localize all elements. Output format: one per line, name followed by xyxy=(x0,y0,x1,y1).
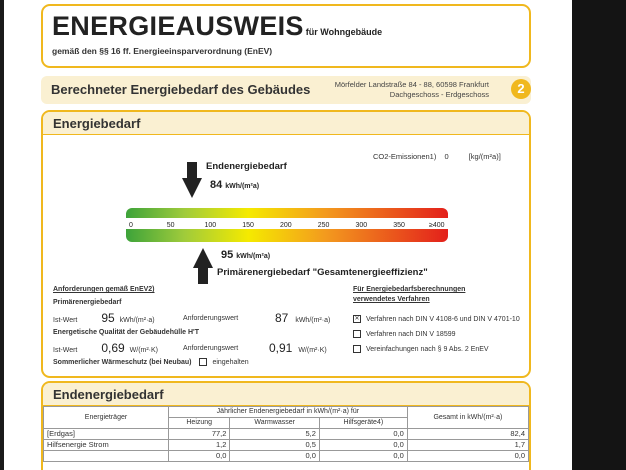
ht-anf-label: Anforderungswert xyxy=(183,345,239,352)
verfahren-checkbox-2[interactable] xyxy=(353,330,361,338)
page-number: 2 xyxy=(511,79,531,99)
col-gesamt: Gesamt in kWh/(m²·a) xyxy=(407,407,528,429)
qualitaet-heading-text: Energetische Qualität der Gebäudehülle H'T xyxy=(53,329,199,336)
ist-label: Ist-Wert xyxy=(53,317,78,324)
col-heizung: Heizung xyxy=(169,418,230,429)
ist-unit: kWh/(m²·a) xyxy=(119,317,155,324)
address-line-1: Mörfelder Landstraße 84 - 88, 60598 Frankfurt xyxy=(334,80,489,89)
verfahren-heading-line1: Für Energiebedarfsberechnungen xyxy=(353,286,466,293)
primaer-heading xyxy=(53,299,121,306)
col-warmwasser: Warmwasser xyxy=(230,418,319,429)
verfahren-label-1: Verfahren nach DIN V 4108-6 und DIN V 4701-10 xyxy=(366,315,520,323)
verfahren-item-2 xyxy=(353,330,456,338)
ht-anf-value: 0,91 xyxy=(269,341,293,355)
verfahren-heading xyxy=(353,286,465,303)
verfahren-heading-line2: verwendetes Verfahren xyxy=(353,296,430,303)
scale-tick-label: ≥400 xyxy=(429,222,445,229)
verfahren-label-2: Verfahren nach DIN V 18599 xyxy=(366,330,456,338)
scale-tick-label: 150 xyxy=(242,222,254,229)
co2-emissions xyxy=(373,152,501,161)
energiebedarf-section xyxy=(41,110,531,378)
cell-hilfs: 0,0 xyxy=(319,451,407,462)
endenergie-arrow-icon xyxy=(182,162,202,198)
waermeschutz-label: Sommerlicher Wärmeschutz (bei Neubau) xyxy=(53,358,192,366)
cell-traeger xyxy=(44,451,169,462)
waermeschutz-row xyxy=(53,358,249,366)
address-line-2: Dachgeschoss - Erdgeschoss xyxy=(389,90,489,99)
verfahren-item-1 xyxy=(353,315,520,323)
scale-tick-label: 100 xyxy=(204,222,217,229)
document-subtitle: gemäß den §§ 16 ff. Energieeinsparverordnung (EnEV) xyxy=(52,46,273,56)
scale-tick-label: 250 xyxy=(317,222,330,229)
title-suffix: für Wohngebäude xyxy=(305,27,383,37)
table-row xyxy=(44,451,529,462)
title-text: ENERGIEAUSWEIS xyxy=(52,11,304,41)
scale-tick-label: 50 xyxy=(166,222,175,229)
right-margin xyxy=(572,0,626,470)
cell-hilfs: 0,0 xyxy=(319,440,407,451)
co2-value: 0 xyxy=(444,152,449,161)
cell-gesamt: 82,4 xyxy=(407,429,528,440)
ist-wert-row xyxy=(53,311,155,325)
scale-tick-label: 200 xyxy=(280,222,292,229)
col-group: Jährlicher Endenergiebedarf in kWh/(m²·a) für xyxy=(169,407,408,418)
endenergie-value xyxy=(210,179,259,191)
cell-heizung: 77,2 xyxy=(169,429,230,440)
ist-value: 95 xyxy=(101,311,115,325)
cell-gesamt: 1,7 xyxy=(407,440,528,451)
endenergie-header xyxy=(43,383,529,406)
left-edge xyxy=(0,0,4,470)
cell-hilfs: 0,0 xyxy=(319,429,407,440)
scale-tick-label: 350 xyxy=(393,222,405,229)
energiebedarf-title: Energiebedarf xyxy=(53,116,141,131)
primaer-heading-text: Primärenergiebedarf xyxy=(53,299,122,306)
table-header-row-1 xyxy=(44,407,529,418)
co2-label: CO2-Emissionen1) xyxy=(373,152,437,161)
endenergie-label: Endenergiebedarf xyxy=(206,161,287,172)
scale-tick-label: 0 xyxy=(129,222,133,229)
endenergie-section xyxy=(41,381,531,470)
energy-scale xyxy=(126,208,448,242)
primaer-number: 95 xyxy=(221,249,234,261)
ht-ist-label: Ist-Wert xyxy=(53,347,78,354)
qualitaet-heading xyxy=(53,329,199,336)
anf-row xyxy=(275,311,330,325)
verfahren-item-3 xyxy=(353,345,489,353)
col-hilfsgeraete: Hilfsgeräte4) xyxy=(319,418,407,429)
building-bar-title: Berechneter Energiebedarf des Gebäudes xyxy=(51,82,311,97)
anf-unit: kWh/(m²·a) xyxy=(295,317,331,324)
eingehalten-checkbox[interactable] xyxy=(199,358,207,366)
table-row xyxy=(44,429,529,440)
energiebedarf-header xyxy=(43,112,529,135)
primaerenergie-arrow-icon xyxy=(193,248,213,284)
anf-label: Anforderungswert xyxy=(183,315,239,322)
endenergie-number: 84 xyxy=(210,179,223,191)
endenergie-unit: kWh/(m²a) xyxy=(225,183,260,190)
primaer-unit: kWh/(m²a) xyxy=(236,253,271,260)
cell-traeger: [Erdgas] xyxy=(44,429,169,440)
scale-tick-label: 300 xyxy=(355,222,368,229)
ht-anf-unit: W/(m²·K) xyxy=(298,347,327,354)
eingehalten-label: eingehalten xyxy=(212,358,249,366)
verfahren-checkbox-3[interactable] xyxy=(353,345,361,353)
cell-traeger: Hilfsenergie Strom xyxy=(44,440,169,451)
document-header xyxy=(41,4,531,68)
cell-heizung: 1,2 xyxy=(169,440,230,451)
ht-ist-row xyxy=(53,341,158,355)
primaer-label: Primärenergiebedarf "Gesamtenergieeffizienz" xyxy=(217,267,428,278)
ht-ist-value: 0,69 xyxy=(101,341,125,355)
verfahren-label-3: Vereinfachungen nach § 9 Abs. 2 EnEV xyxy=(366,345,489,353)
endenergie-title: Endenergiebedarf xyxy=(53,387,164,402)
cell-warmwasser: 0,0 xyxy=(230,451,319,462)
cell-warmwasser: 0,5 xyxy=(230,440,319,451)
document-title xyxy=(52,11,382,42)
cell-warmwasser: 5,2 xyxy=(230,429,319,440)
col-traeger: Energieträger xyxy=(44,407,169,429)
cell-gesamt: 0,0 xyxy=(407,451,528,462)
ht-ist-unit: W/(m²·K) xyxy=(129,347,159,354)
table-row xyxy=(44,440,529,451)
primaer-value xyxy=(221,249,270,261)
cell-heizung: 0,0 xyxy=(169,451,230,462)
anf-value: 87 xyxy=(275,311,289,325)
building-address xyxy=(333,80,489,100)
anforderungen-heading: Anforderungen gemäß EnEV2) xyxy=(53,286,155,293)
building-bar xyxy=(41,76,531,104)
ht-anf-row xyxy=(269,341,327,355)
verfahren-checkbox-1[interactable]: ✕ xyxy=(354,316,360,322)
co2-unit: [kg/(m²a)] xyxy=(468,152,501,161)
endenergie-table xyxy=(43,406,529,462)
